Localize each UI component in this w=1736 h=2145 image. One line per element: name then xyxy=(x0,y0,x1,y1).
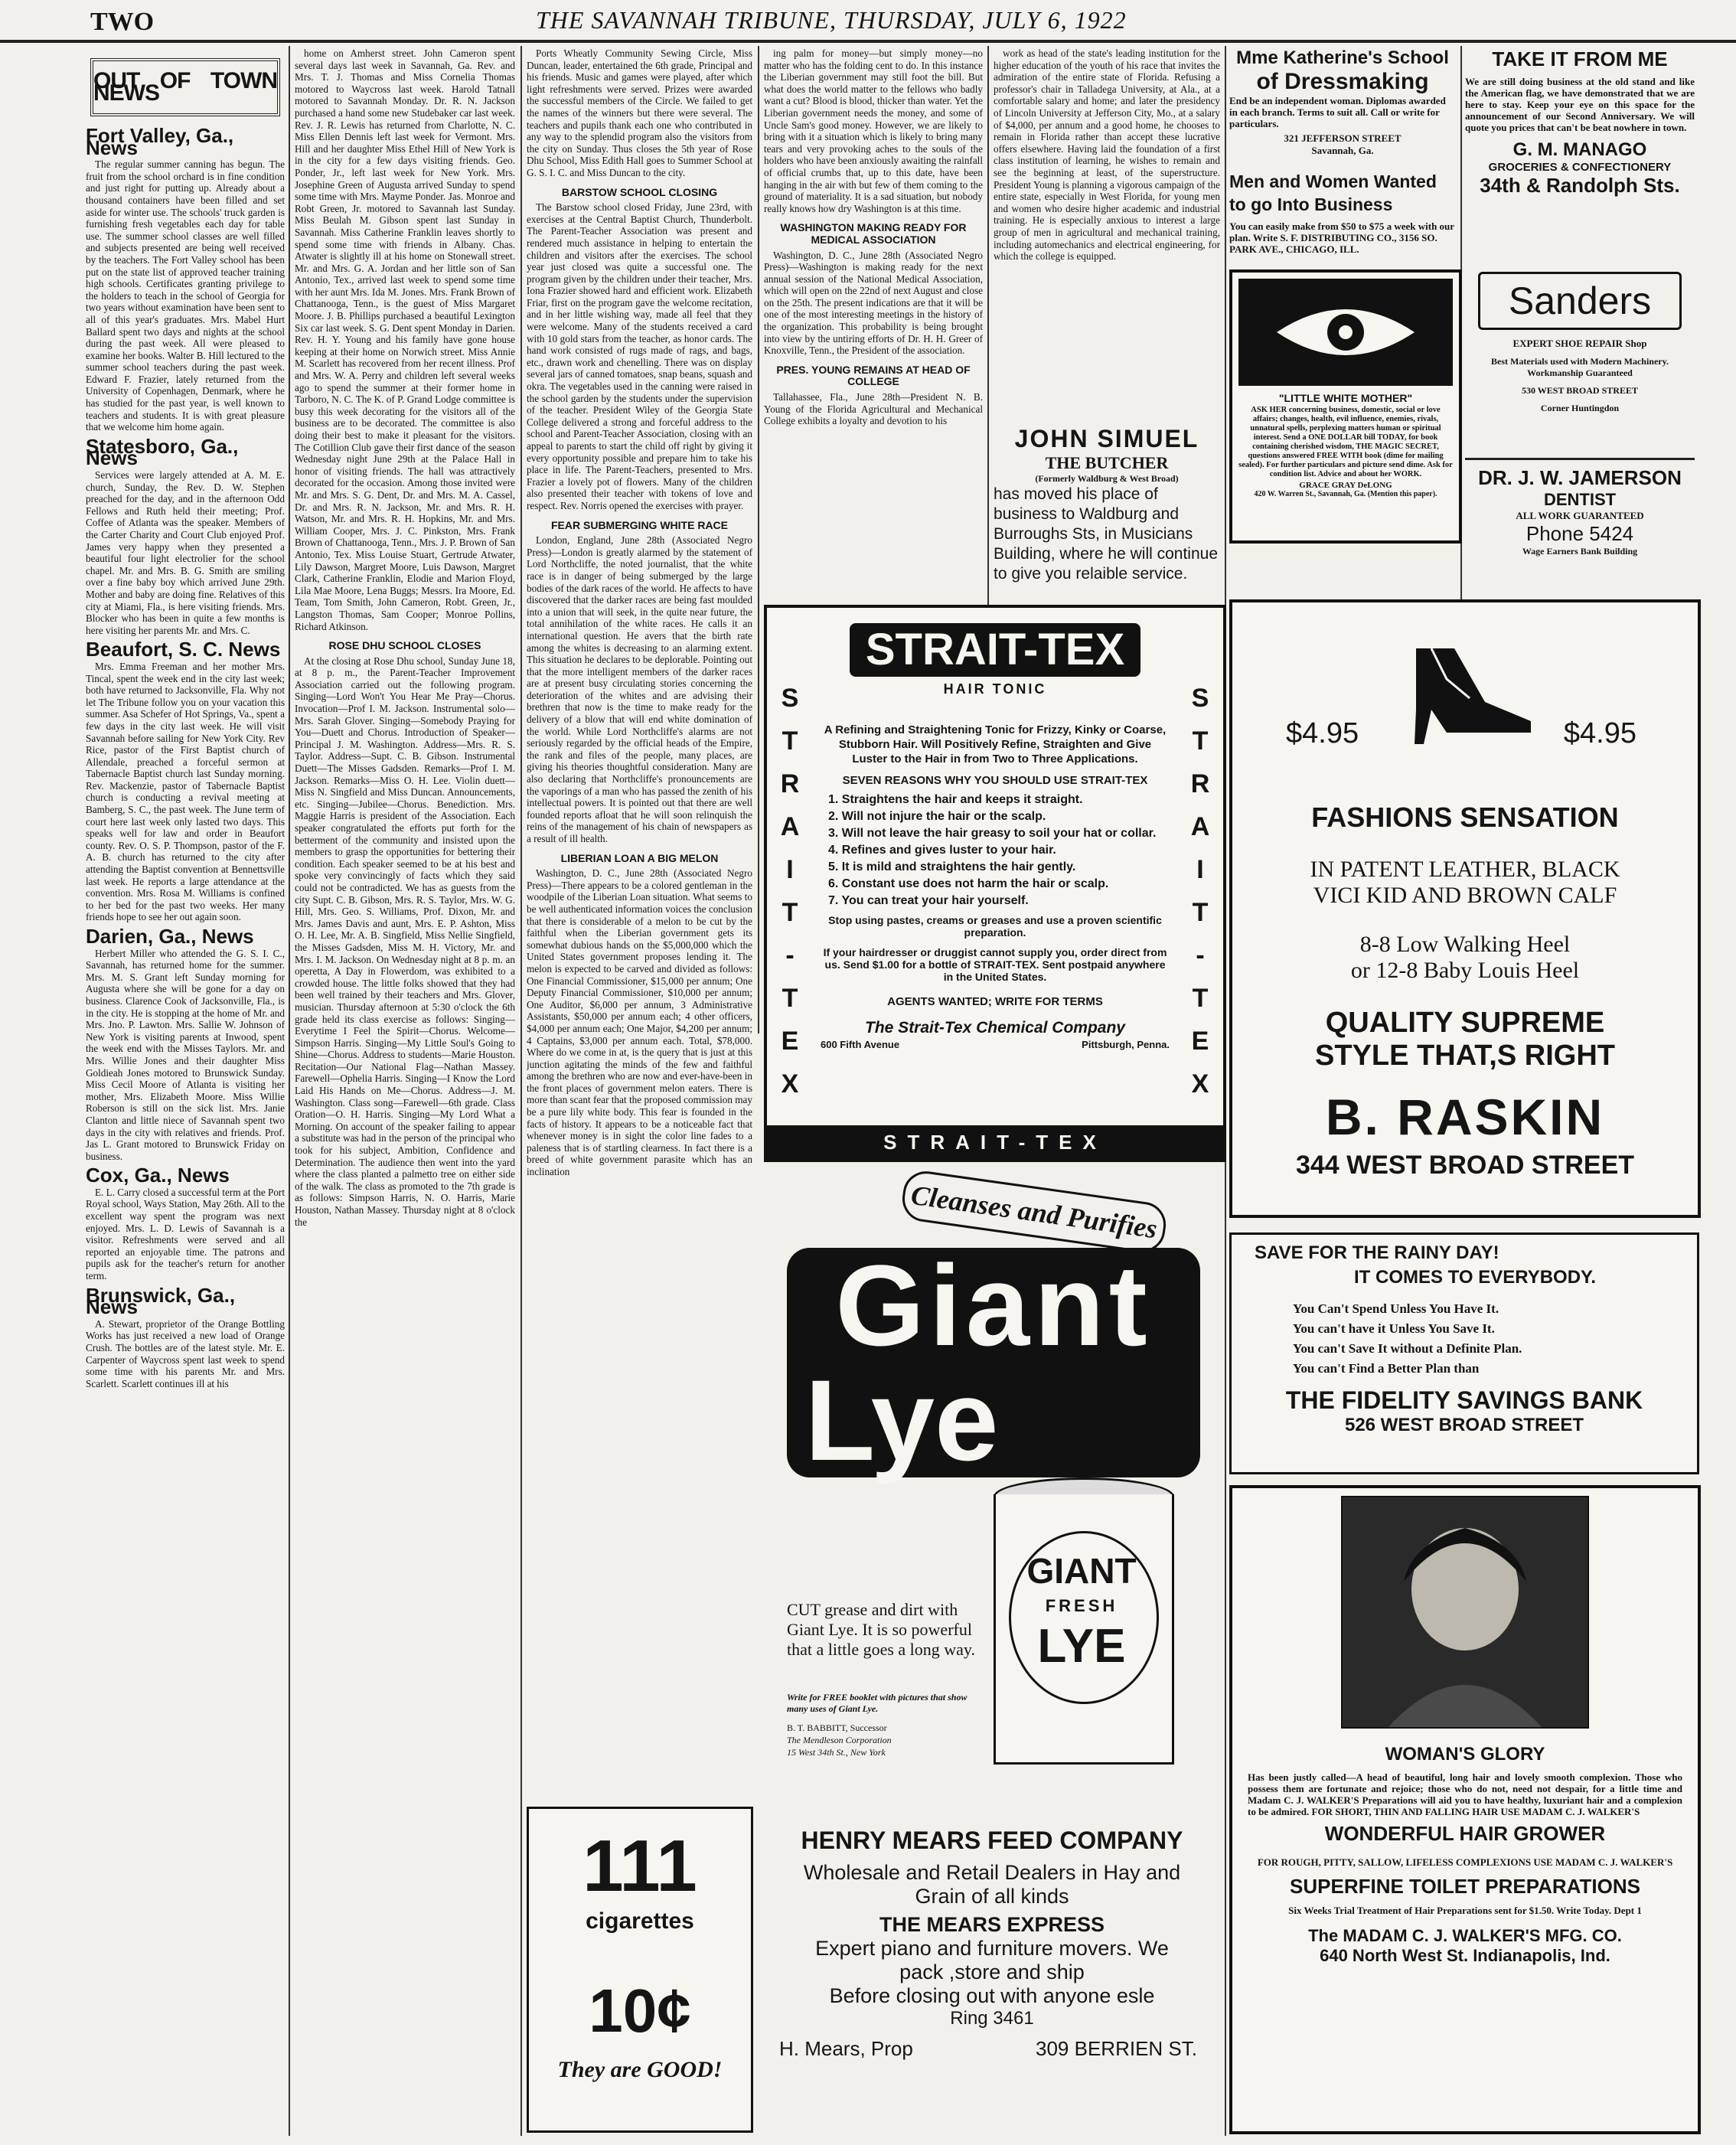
raskin-headline: FASHIONS SENSATION xyxy=(1311,802,1619,833)
sewing-circle-text: Ports Wheatly Community Sewing Circle, Miss Duncan, leader, entertained the 6th grade, Principal and his friends. Music and games were played, after which light refreshments were served. Prizes were awarded the successful members of the Circle. We failed to get the names of the winners but there were several. The teachers and pupils thank each one who contributed in any way to the splendid program also the visitors from the city on Sunday. Thus closes the 5th year of Rose Dhu School, Miss Edith Hall goes to Summer School at G. S. I. C. and Miss Duncan to the city. xyxy=(527,47,752,178)
manago-name: G. M. MANAGO xyxy=(1512,139,1647,160)
walker-headline: WOMAN'S GLORY xyxy=(1385,1744,1545,1765)
can-label-3: LYE xyxy=(1037,1620,1126,1673)
men-women-body: You can easily make from $50 to $75 a week with our plan. Write S. F. DISTRIBUTING CO., 3156 SO. PARK AVE., CHICAGO, ILL. xyxy=(1229,220,1454,255)
washington-medical-heading: WASHINGTON MAKING READY FOR MEDICAL ASSOCIATION xyxy=(780,221,967,246)
fear-text: London, England, June 28th (Associated Negro Press)—London is greatly alarmed by the statement of Lord Northcliffe, the noted journalist, that the white race is in danger of being submerged by the large bodies of the dark races of the world. He affects to have discovered that the darker races are being fast moulded into a union that will seek, in the quite near future, the total annihilation of the white races. He calls it an international question. He avers that the birth rate among the whites is decreasing to an alarming extent. This situation he declares to be deplorable. Pointing out that the more intelligent members of the darker races are at present busy circulating stories concerning the deterioration of the whites and are advising their brethren that now is the time to make ready for the delivery of a blow that will end white domination of the world. While Lord Northcliffe's alarms are not seriously regarded by the official heads of the Empire, the rank and files of the people, many places, are giving his theories thoughtful consideration. Many are also declaring that Northcliffe's pronouncements are the vaporings of a man who has passed the zenith of his intellectual powers. It is pointed out that there are well founded reports afloat that he will soon relinquish the reins of the management of his chain of newspapers as a result of ill health. xyxy=(527,534,752,844)
jamerson-line: ALL WORK GUARANTEED xyxy=(1516,510,1644,521)
walker-grower: WONDERFUL HAIR GROWER xyxy=(1324,1822,1606,1845)
strait-tex-side-letter: X xyxy=(781,1069,799,1099)
statesboro-heading: Statesboro, Ga., News xyxy=(86,434,239,470)
local-notes-text: home on Amherst street. John Cameron spent several days last week in Savannah, Ga. Rev. and Mrs. T. J. Thomas and Miss Cornelia Thomas motored to Waycross last week. Harold Tatnall motored to Savannah Monday. Dr. R. N. Jackson purchased a hand some new Studebaker car last week. Rev. J. R. Lewis has returned from Charlotte, N. C. Miss Ellen Dennis left last week for Vermont. Mrs. Hill and her daughter Miss Ethel Hill of New York is in the city for a few days visiting friends. Geo. Ponder, Jr., left last week for New York. Mrs. Josephine Green of Augusta arrived Sunday to spend some time with Mrs. Mayme Ponder. Jas. Monroe and Robt Green, Jr. motored to Savannah last Sunday. Miss Beulah M. Gibson spent last Sunday in Savannah. Miss Catherine Franklin leaves shortly to spend some time with friends in Albany. Chas. Atwater is slightly ill at his home on Stonewall street. Mr. and Mrs. G. A. Jordan and her little son of San Antonio, Tex., arrived last week to spend some time with her aunt Mrs. Ida M. Jones. Mrs. Frank Brown of Chattanooga, Tenn., is the guest of Miss Margaret Moore. J. B. Phillips purchased a beautiful Lexington Six car last week. S. G. Dent spent Monday in Darien. Rev. H. Y. Young and his family have gone house keeping at their home on Norwich street. Miss Annie M. Scarlett has recovered from her recent illness. Prof and Mrs. W. A. Perry and children left several weeks ago to spend the summer at their former home in Tarboro, N. C. The K. of P. Grand Lodge committee is busy this week decorating for the visitors all of the business are to be decorated. The committee is also doing their best to make it pleasant for the visitors. The Cotillion Club gave their first dance of the season Wednesday night June 29th at the Palace Hall in honor of visiting friends. The hall was attractively decorated for the occasion. Among those invited were Mr. and Mrs. S. G. Dent, Dr. and Mrs. M. A. Cassel, Dr. and Mrs. R. N. Jackson, Mr. and Mrs. R. H. Watson, Mr. and Mrs. R. H. Hopkins, Mr. and Mrs. William Cooper, Mrs. J. C. Pinkston, Mrs. Frank Brown of Chattanooga, Tenn., Mrs. J. P. Brown of San Antonio, Tex. Miss Louise Stuart, Gertrude Atwater, Lily Dawson, Margret Moore, Luis Dawson, Margret Clark, Catherine Franklin, Elodie and Marion Floyd, Lila Mae Moore, Lena Buggs; Messrs. Ira Moore, Ed. Team, Tom Smith, John Cameron, Robt. Green, Jr., Langston Thomas, Sam Cooper; Monroe Pollins, Richard Atkinson. xyxy=(295,47,515,632)
eye-icon-svg xyxy=(1269,290,1422,374)
can-label-1: GIANT xyxy=(1026,1551,1137,1591)
giant-lye-banner: Cleanses and Purifies xyxy=(899,1171,1169,1255)
manago-body: We are still doing business at the old stand and like the American flag, we have demonstrated that we are here to stay. Keep your eye on this space for the announcement of our Second Anniversary. We will quote you prices that can't be beat nowhere in town. xyxy=(1465,76,1695,133)
lye-can-icon xyxy=(994,1477,1170,1776)
fidelity-l2: You can't have it Unless You Save It. xyxy=(1293,1321,1495,1336)
white-mother-sign: GRACE GRAY DeLONG xyxy=(1299,481,1392,490)
men-women-title: Men and Women Wanted to go Into Business xyxy=(1229,171,1437,214)
katherine-school-ad xyxy=(1229,47,1456,162)
strait-tex-offer: If your hairdresser or druggist cannot supply you, order direct from us. Send $1.00 for a bottle of STRAIT-TEX. Sent postpaid anywhere in the United States. xyxy=(823,946,1167,983)
mears-prop: H. Mears, Prop xyxy=(779,2037,913,2060)
cig-slogan: They are GOOD! xyxy=(557,2057,723,2082)
mears-line3: Expert piano and furniture movers. We xyxy=(815,1937,1169,1960)
white-mother-address: 420 W. Warren St., Savannah, Ga. (Mention this paper). xyxy=(1254,490,1437,498)
raskin-heel1: 8-8 Low Walking Heel xyxy=(1359,932,1571,957)
strait-tex-side-right xyxy=(1177,677,1223,1105)
jamerson-phone: Phone 5424 xyxy=(1526,522,1634,545)
giant-lye-brand-2: Lye xyxy=(804,1356,999,1484)
beaufort-text: Mrs. Emma Freeman and her mother Mrs. Tincal, spent the week end in the city last week; both have returned to Jacksonville, Fla. Why not let The Tribune follow you on your vacation this summer. Asa Schefer of Hot Springs, Va., spent a few days in the city last week. He will visit Savannah before sailing for New York City. Rev Rice, pastor of the First Baptist church of Allendale, preached a forceful sermon at Tabernacle Baptist church last Sunday morning. Rev. Mackenzie, pastor of Tabernacle Baptist church is conducting a revival meeting at Bamberg, S. C., the past week. The June term of court here last week only lasted two days. This speaks well for law and order in Beaufort county. Rev. O. S. P. Thompson, pastor of the F. A. B. church has returned to the city after attending the Baptist convention at Bennettsville last week. He reports a large attendance at the convention. Mrs. Rosa M. Williams is confined to her bed for the past two weeks. Her many friends hope to see her out again soon. xyxy=(86,660,285,923)
strait-tex-address-left: 600 Fifth Avenue xyxy=(821,1039,900,1050)
sanders-line2: Best Materials used with Modern Machinery. Workmanship Guaranteed xyxy=(1491,356,1669,378)
cig-price: 10¢ xyxy=(589,1977,691,2045)
walker-toilet: SUPERFINE TOILET PREPARATIONS xyxy=(1290,1875,1640,1898)
cigarettes-ad xyxy=(527,1807,753,2133)
strait-tex-side-letter: T xyxy=(1192,984,1209,1013)
fidelity-address: 526 WEST BROAD STREET xyxy=(1344,1415,1584,1435)
strait-tex-reasons xyxy=(828,792,1170,909)
brunswick-text: A. Stewart, proprietor of the Orange Bottling Works has just received a new load of Orange Crush. The bottles are of the latest style. Mr. E. Carpenter of Waycross spent last week to spend some time with his parents Mr. and Mrs. Scarlett. Scarlett continues ill at his xyxy=(86,1317,285,1389)
raskin-q1: QUALITY SUPREME xyxy=(1325,1007,1605,1039)
fidelity-l4: You can't Find a Better Plan than xyxy=(1293,1361,1480,1376)
manago-address: 34th & Randolph Sts. xyxy=(1480,174,1680,197)
beaufort-heading: Beaufort, S. C. News xyxy=(86,638,281,661)
column-5 xyxy=(994,47,1220,415)
fidelity-ad xyxy=(1229,1232,1699,1474)
strait-tex-reason: 2. Will not injure the hair or the scalp. xyxy=(828,810,1046,823)
white-mother-body: ASK HER concerning business, domestic, social or love affairs; changes, health, evil influence, enemies, rivals, unnatural spells, perplexing matters human or spiritual interest. Send a ONE DOLLAR bill TODAY, for book containing cherished wisdom, THE MAGIC SECRET, questions answered FREE WITH book (dime for mailing sealed). For further particulars and picture send dime. Ask for condition list. Advice and about her WORK. xyxy=(1238,406,1453,478)
strait-tex-reasons-heading: SEVEN REASONS WHY YOU SHOULD USE STRAIT-TEX xyxy=(842,774,1148,787)
darien-heading: Darien, Ga., News xyxy=(86,925,254,948)
katherine-name: Mme Katherine's School xyxy=(1236,47,1449,68)
cig-number: 111 xyxy=(582,1825,697,1907)
simuel-title: THE BUTCHER xyxy=(1045,453,1169,472)
giant-lye-brand-1: Giant xyxy=(835,1241,1152,1370)
walker-address: 640 North West St. Indianapolis, Ind. xyxy=(1320,1946,1610,1965)
strait-tex-company: The Strait-Tex Chemical Company xyxy=(865,1019,1125,1037)
jamerson-name: DR. J. W. JAMERSON xyxy=(1478,466,1682,489)
cig-word: cigarettes xyxy=(586,1908,694,1934)
brunswick-heading: Brunswick, Ga., News xyxy=(86,1283,236,1319)
giant-lye-body: CUT grease and dirt with Giant Lye. It is so powerful that a little goes a long way. xyxy=(787,1600,976,1659)
white-mother-name: "LITTLE WHITE MOTHER" xyxy=(1278,392,1413,404)
giant-lye-booklet: Write for FREE booklet with pictures that show many uses of Giant Lye. xyxy=(787,1692,968,1714)
simuel-former: (Formerly Waldburg & West Broad) xyxy=(1035,473,1179,484)
strait-tex-side-letter: I xyxy=(1196,855,1204,884)
strait-tex-side-letter: R xyxy=(1190,769,1210,798)
fort-valley-text: The regular summer canning has begun. The fruit from the school orchard is in fine condition and just right for putting up. Already about a thousand containers have been filled and set aside for winter use. The schools' truck garden is furnishing fresh vegetables each day for table use. The summer school classes are well filled and subjects presented are being well received by the teachers. The Fort Valley school has been put on the state list of approved teacher training high schools. Certificates granting privilege to the holders to teach in the school of Georgia for two years without examination have been sent to all of this year's graduates. Mrs. Mabel Hurt Ballard spent two days and nights at the school during the past week. All were pleased to examine her books. Walter B. Hill lectured to the summer school teachers during the past week. Edward F. Frazier, lately returned from the University of Copenhagen, Denmark, where he has studied for the past year, is well known to teachers and students. It is with great pleasure that we welcome him home again. xyxy=(86,158,285,433)
washington-medical-text: Washington, D. C., June 28th (Associated Negro Press)—Washington is making ready for the next annual session of the National Medical Association, which will open on the 22nd of next August and close on the 25th. The present indications are that it will be one of the most interesting meetings in the history of the organization. This probability is being brought into view by the untiring efforts of Dr. H. H. Greer of Knoxville, Tenn., the President of the association. xyxy=(764,249,983,357)
liberian-text: Washington, D. C., June 28th (Associated Negro Press)—There appears to be a colored gentleman in the woodpile of the Liberian Loan situation. What seems to be well authenticated information voices the conclusion that there is considerable of a melon to be cut by the faithful when the Liberian government gets its somewhat dubious hands on the $5,000,000 which the United States government proposes lending it. The melon is expected to be carved and divided as follows: One Financial Commissioner, $15,000 per annum; One Deputy Financial Commissioner, $10,000 per annum; One Auditor, $6,000 per annum, 3 Administrative Assistants, $50,000 per annum each; 4 other officers, $4,000 per annum each; One Major, $4,200 per annum; 4 Captains, $3,000 per annum each. Total, $78,000. Where do we come in at, is the query that is just at this junction agitating the minds of the few and faithful among the brethren who are now and ever-have-been in the front places of government melon eaters. There is more than scant fear that the proposed commission may be a pure lily white body. This fear is founded in the facts of history. It appears to be a noticeable fact that whenever money is in sight the color line fades to a paleness that is of startling clearness. In fact there is a breed of white government parasite which has an inclination xyxy=(527,867,752,1178)
strait-tex-side-left xyxy=(767,677,813,1105)
young-college-text: Tallahassee, Fla., June 28th—President N. B. Young of the Florida Agricultural and Mechanical College exhibits a loyalty and devotion to his xyxy=(764,391,983,427)
masthead xyxy=(0,0,1736,43)
strait-tex-side-letter: I xyxy=(786,855,794,884)
masthead-title: THE SAVANNAH TRIBUNE, THURSDAY, JULY 6, 1922 xyxy=(536,6,1127,34)
giant-lye-ad xyxy=(764,1171,1220,1807)
raskin-q2: STYLE THAT,S RIGHT xyxy=(1315,1040,1615,1072)
fidelity-l1: You Can't Spend Unless You Have It. xyxy=(1293,1301,1499,1316)
young-college-heading: PRES. YOUNG REMAINS AT HEAD OF COLLEGE xyxy=(776,363,971,388)
fidelity-name: THE FIDELITY SAVINGS BANK xyxy=(1285,1386,1643,1414)
shoe-icon-svg xyxy=(1401,633,1539,748)
strait-tex-logo: STRAIT-TEX xyxy=(850,623,1140,677)
mears-line5: Before closing out with anyone esle xyxy=(829,1984,1155,2007)
rose-dhu-heading: ROSE DHU SCHOOL CLOSES xyxy=(328,639,481,652)
mears-feed-ad xyxy=(764,1822,1220,2128)
katherine-address: 321 JEFFERSON STREET xyxy=(1284,132,1402,144)
price-right: $4.95 xyxy=(1563,717,1636,749)
barstow-text: The Barstow school closed Friday, June 23rd, with exercises at the Central Baptist Church, Thunderbolt. The Parent-Teacher Association was present and rendered much assistance in helping to entertain the children and visitors after the exercises. The school year just closed was quite a successful one. The program given by the children under their teacher, Mrs. Iona Frazier showed hard and efficient work. Elizabeth Friar, first on the program gave the welcome recitation, and in her little wishing way, made all feel that they were welcome. Many of the students received a card with 10 gold stars from the teacher, as honor cards. The hand work consisted of rugs made of rags, and bags, etc., drawn work and chenelling. There was on display several jars of canned tomatoes, snap beans, squash and okra. The vegetables used in the canning were raised in the school garden by the students under the supervision of the teacher. President Wiley of the Georgia State College delivered a strong and forceful address to the school and Parent-Teacher Association, closing with an appeal to parents to start the child off right by giving it every opportunity possible and prepare him to take his place in life. The Parent-Teachers, presented to Mrs. Frazier a lovely pot of flowers. Many of the children also presented their teacher with tokens of love and respect. Rev. Norris opened the exercises with prayer. xyxy=(527,201,752,511)
mears-express: THE MEARS EXPRESS xyxy=(879,1913,1105,1936)
strait-tex-side-letter: T xyxy=(782,898,798,927)
manago-ad xyxy=(1465,47,1695,262)
sanders-name: Sanders xyxy=(1478,272,1682,330)
strait-tex-subtitle: HAIR TONIC xyxy=(943,681,1047,697)
fort-valley-heading: Fort Valley, Ga., News xyxy=(86,124,234,159)
strait-tex-reason: 6. Constant use does not harm the hair or scalp. xyxy=(828,877,1109,890)
mears-name: HENRY MEARS FEED COMPANY xyxy=(801,1827,1183,1854)
raskin-ad xyxy=(1229,599,1701,1218)
sanders-corner: Corner Huntingdon xyxy=(1540,403,1620,413)
sanders-line1: EXPERT SHOE REPAIR Shop xyxy=(1512,338,1647,349)
price-left: $4.95 xyxy=(1286,717,1359,749)
raskin-line1: IN PATENT LEATHER, BLACK xyxy=(1310,857,1620,882)
strait-tex-reason: 1. Straightens the hair and keeps it straight. xyxy=(828,793,1083,806)
cox-text: E. L. Carry closed a successful term at the Port Royal school, Ways Station, May 26th. All to the excellent way spent the program was next enjoyed. Mrs. L. D. Lewis of Savannah is a visitor. Refreshments were served and all reported an enjoyable time. The patrons and pupils ask for the teacher's return for another term. xyxy=(86,1186,285,1282)
raskin-address: 344 WEST BROAD STREET xyxy=(1295,1151,1635,1180)
manago-line: GROCERIES & CONFECTIONERY xyxy=(1488,161,1672,174)
jamerson-bank: Wage Earners Bank Building xyxy=(1522,546,1638,557)
sanders-ad xyxy=(1465,264,1695,455)
portrait-image xyxy=(1341,1496,1589,1729)
cox-heading: Cox, Ga., News xyxy=(86,1164,230,1187)
portrait-silhouette xyxy=(1343,1497,1588,1727)
strait-tex-note: Stop using pastes, creams or greases and use a proven scientific preparation. xyxy=(828,914,1162,939)
walker-trial: Six Weeks Trial Treatment of Hair Preparations sent for $1.50. Write Today. Dept 1 xyxy=(1288,1905,1642,1916)
fidelity-h2: IT COMES TO EVERYBODY. xyxy=(1354,1267,1597,1288)
manago-headline: TAKE IT FROM ME xyxy=(1492,47,1668,70)
strait-tex-reason: 5. It is mild and straightens the hair gently. xyxy=(828,860,1076,873)
darien-text: Herbert Miller who attended the G. S. I. C., Savannah, has returned home for the summer. Mrs. M. S. Grant left Sunday morning for Augusta where she will be gone for a day on business. Clarence Cook of Jacksonville, Fla., is in the city. He is stopping at the home of Mr. and Mrs. Jno. P. Lawton. Mrs. Sallie W. Johnson of New York is visiting parents at Inwood, spent the week end with the Misses Taylors. Mr. and Mrs. Willie Jones and their daughter Miss Goldieah Jones motored to Brunswick Sunday. Miss Cecil Moore of Atlanta is visiting her mother, Mrs. Elizabeth Moore. Miss Willie Roberson is still on the sick list. Mrs. Janie Clanton and little niece of Savannah spent two days in the city with relatives and friends. Prof. Jas L. Grant motored to Brunswick Friday on business. xyxy=(86,947,285,1162)
jamerson-title: DENTIST xyxy=(1543,490,1617,509)
strait-tex-intro: A Refining and Straightening Tonic for Frizzy, Kinky or Coarse, Stubborn Hair. Will Positively Refine, Straighten and Give Luster to the Hair in from Two to Three Applications. xyxy=(824,723,1167,766)
katherine-city: Savannah, Ga. xyxy=(1311,145,1374,156)
strait-tex-reason: 7. You can treat your hair yourself. xyxy=(828,894,1029,907)
strait-tex-side-letter: E xyxy=(1191,1027,1209,1056)
katherine-title: of Dressmaking xyxy=(1256,69,1429,94)
strait-tex-reason: 3. Will not leave the hair greasy to soil your hat or collar. xyxy=(828,827,1157,840)
white-mother-ad xyxy=(1229,269,1462,544)
liberian-continued-text: ing palm for money—but simply money—no matter who has the folding cent to do. In this instance the Liberian government may still foot the bill. But what does the world matter to the fellows who badly want a cut? Blood is blood, thicker than water. Yet the Liberian government needs the money, and some of Uncle Sam's good money. However, we are likely to bring with it a situation which is likely to bring many tears and very provoking aches to the souls of the holders who have been anxiously awaiting the rainfall of official crumbs that, up to this date, have been hanging in the air with but few of them coming to the ground of materiality. It is a sad situation, but nobody really knows how dry Washington is at this time. xyxy=(764,47,983,214)
strait-tex-side-letter: S xyxy=(781,684,799,713)
strait-tex-side-letter: T xyxy=(782,984,798,1013)
simuel-butcher-ad xyxy=(994,425,1220,595)
simuel-body: has moved his place of business to Waldburg and Burroughs Sts, in Musicians Building, where he will continue to give you relaible service. xyxy=(994,485,1219,583)
strait-tex-agents: AGENTS WANTED; WRITE FOR TERMS xyxy=(887,995,1103,1008)
barstow-heading: BARSTOW SCHOOL CLOSING xyxy=(561,185,718,198)
fidelity-h1: SAVE FOR THE RAINY DAY! xyxy=(1255,1242,1499,1263)
walker-ad xyxy=(1229,1485,1701,2134)
shoe-icon xyxy=(1401,633,1539,752)
eye-icon xyxy=(1238,279,1453,386)
strait-tex-ad xyxy=(764,605,1226,1162)
walker-body: Has been justly called—A head of beautiful, long hair and lovely smooth complexion. Those who possess them are fortunate and rejoice; those who do not, need not despair, for a little time and Madam C. J. WALKER'S Preparations will aid you to have healthy, luxuriant hair and a complexion to be admired. FOR SHORT, THIN AND FALLING HAIR USE MADAM C. J. WALKER'S xyxy=(1248,1771,1682,1817)
mears-address: 309 BERRIEN ST. xyxy=(1036,2037,1197,2060)
giant-lye-maker2: The Mendleson Corporation xyxy=(787,1735,892,1745)
column-rule xyxy=(520,46,522,2136)
mears-line2: Grain of all kinds xyxy=(915,1885,1069,1908)
simuel-name: JOHN SIMUEL xyxy=(1014,425,1199,452)
strait-tex-side-letter: X xyxy=(1191,1069,1209,1099)
men-women-wanted-ad xyxy=(1229,170,1456,262)
strait-tex-bottom-band: STRAIT-TEX xyxy=(767,1125,1223,1159)
column-4 xyxy=(764,47,983,568)
raskin-name: B. RASKIN xyxy=(1325,1089,1605,1145)
mears-ring: Ring 3461 xyxy=(950,2008,1034,2029)
strait-tex-side-letter: S xyxy=(1191,684,1209,713)
statesboro-text: Services were largely attended at A. M. E. church, Sunday, the Rev. D. W. Stephen preached for the day, and in the afternoon Odd Fellows and Ruth held their meeting; Prof. Coffee of Atlanta was the speaker. Members of the Carter Charity and Court Club enjoyed Prof. James very happy when they presented a beautiful four light electrolier for the school chapel. Mr. and Mrs. B. G. Smith are smiling over a fine baby boy which arrived June 29th. Mother and baby are doing fine. Relatives of this city at Miami, Fla., is here visiting friends. Mrs. Blocker who has been in quite a few months is here visiting her parents Mr. and Mrs. C. xyxy=(86,469,285,636)
strait-tex-side-letter: - xyxy=(1196,941,1205,970)
can-label-2: FRESH xyxy=(1045,1596,1118,1615)
fidelity-l3: You can't Save It without a Definite Plan. xyxy=(1293,1341,1522,1356)
walker-line: FOR ROUGH, PITTY, SALLOW, LIFELESS COMPLEXIONS USE MADAM C. J. WALKER'S xyxy=(1257,1856,1673,1868)
strait-tex-reason: 4. Refines and gives luster to your hair. xyxy=(828,844,1056,857)
mears-line4: pack ,store and ship xyxy=(899,1961,1085,1983)
strait-tex-side-letter: E xyxy=(781,1027,799,1056)
strait-tex-side-letter: A xyxy=(780,812,800,841)
strait-tex-address-right: Pittsburgh, Penna. xyxy=(1082,1039,1170,1050)
strait-tex-side-letter: T xyxy=(1192,726,1209,756)
raskin-heel2: or 12-8 Baby Louis Heel xyxy=(1350,958,1580,983)
fear-heading: FEAR SUBMERGING WHITE RACE xyxy=(551,518,728,531)
sanders-address: 530 WEST BROAD STREET xyxy=(1522,385,1638,396)
column-1 xyxy=(86,47,285,2137)
column-2 xyxy=(295,47,515,2137)
strait-tex-side-letter: A xyxy=(1190,812,1210,841)
young-continued-text: work as head of the state's leading institution for the higher education of the youth of his race that invites the admiration of the entire state of Florida. Refusing a professor's chair in Talladega University, at Ala., at a comfortable salary and home; and later the presidency of Lincoln University at Jefferson City, Mo., at a salary of $4,000, per annum and a good home, he chooses to remain in Florida rather than accept these lucrative offers elsewhere. Having laid the foundation of a first class institution of learning, he wishes to remain and see the beginning at least, of the superstructure. President Young is planning a vigorous campaign of the entire state, especially in West Florida, for young men and women who desire higher academic and industrial training. He is especially anxious to interest a large group of men in agricultural and mechanical training, including automechanics and electrical engineering, for which the college is equipped. xyxy=(994,47,1220,263)
out-of-town-news-banner: OUT OF TOWN NEWS xyxy=(90,58,280,116)
mears-line1: Wholesale and Retail Dealers in Hay and xyxy=(803,1861,1181,1884)
strait-tex-side-letter: - xyxy=(785,941,795,970)
liberian-heading: LIBERIAN LOAN A BIG MELON xyxy=(560,851,719,864)
strait-tex-side-letter: T xyxy=(782,726,798,756)
rose-dhu-text: At the closing at Rose Dhu school, Sunday June 18, at 8 p. m., the Parent-Teacher Improvement Association carried out the following program. Singing—Lord Won't You Hear Me Pray—Chorus. Invocation—Prof I. M. Jackson. Instrumental solo—Mrs. Sarah Glover. Singing—Somebody Praying for You—Duett and Chorus. Introduction of Speaker—Principal J. M. Washington. Address—Mrs. R. S. Taylor. Address—Supt. C. B. Gibson. Instrumental Duett—The Misses Gadsden. Remarks—Prof I. M. Jackson. Remarks—Miss O. H. Lee. Violin duett—Miss N. Singfield and Miss Duncan. Announcements, etc. Singing—Jubilee—Chorus. Benediction. Mrs. Maggie Harris is president of the Association. Each speaker congratulated the efforts put forth for the betterment of the community and insisted upon the members to grasp the opportunities for bettering their condition. Each speaker seemed to be at his best and spoke very convincingly of facts which they said could not be contradicted. We has as guests from the city Supt. C. B. Gibson, Mrs. R. S. Taylor, Mrs. W. G. Hill, Mrs. Geo. S. Williams, Prof. Dixon, Mr. and Mrs. James Davis and aunt, Mrs. E. P. Ashton, Miss O. H. Lee, Mr. A. B. Singfield, Miss Nellie Singfield, the Misses Gadsden, Miss M. H. Victory, Mr. and Mrs. I. M. Jackson. On Wednesday night at 8 p. m. an operetta, A Day in Flowerdom, was exhibited to a crowded house. The little folks showed that they had been well trained by their teachers and Mrs. Glover, musician. Thursday afternoon at 5:30 o'clock the 6th grade held its class exercise as follows: Singing—Everytime I Feel the Spirit—Chorus. Welcome—Simpson Harris. Singing—My Little Soul's Going to Shine—Chorus. Address to students—Marie Houston. Recitation—Our National Flag—Nathan Massey. Farewell—Ophelia Harris. Singing—I Know the Lord Laid His Hands on Me—Chorus. Address—J. M. Washington. Class song—Farewell—6th grade. Class Oration—O. H. Harris. Singing—My Lord What a Morning. On account of the speaker failing to appear a substitute was had in the person of the principal who took for his subject, Ambition, Confidence and Determination. The audience then went into the yard where the class planted a palmetto tree on either side of the walk. The class as promoted to the 7th grade is as follows: Simpson Harris, N. O. Harris, Marie Houston, Nathan Massey. Thursday night at 8 o'clock the xyxy=(295,655,515,1228)
raskin-line2: VICI KID AND BROWN CALF xyxy=(1313,883,1617,908)
page-number: TWO xyxy=(90,8,155,36)
giant-lye-maker: B. T. BABBITT, Successor xyxy=(787,1722,887,1733)
giant-lye-address: 15 West 34th St., New York xyxy=(787,1747,886,1758)
strait-tex-side-letter: T xyxy=(1192,898,1209,927)
walker-company: The MADAM C. J. WALKER'S MFG. CO. xyxy=(1308,1926,1622,1945)
jamerson-ad xyxy=(1465,458,1695,594)
column-rule xyxy=(758,46,759,1033)
strait-tex-side-letter: R xyxy=(780,769,800,798)
katherine-body: End be an independent woman. Diplomas awarded in each branch. Terms to suit all. Call or write for particulars. xyxy=(1229,95,1446,129)
column-rule xyxy=(289,46,290,2136)
